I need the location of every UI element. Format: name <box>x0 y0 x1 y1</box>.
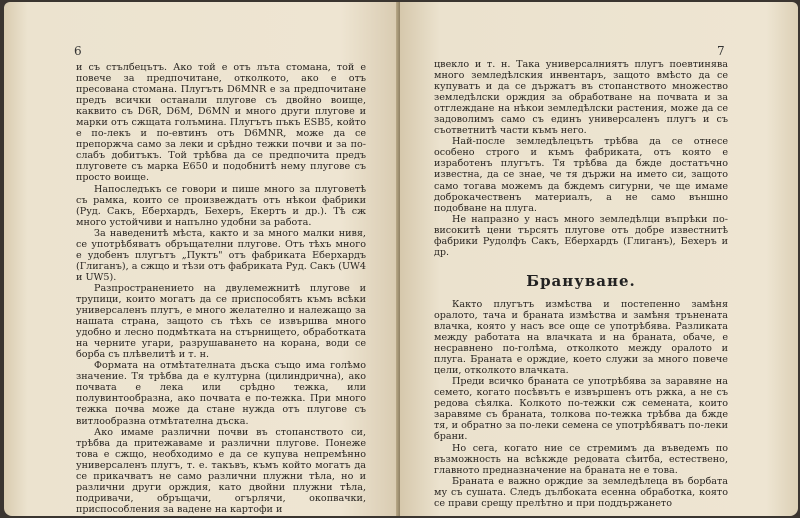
section-title: Брануване. <box>526 271 636 290</box>
open-book <box>4 2 798 516</box>
left-page-text <box>76 62 366 515</box>
left-page <box>4 2 400 516</box>
paragraph: Разпространението на двулемежнитѣ плугове и трупици, които могатъ да се приспособятъ къмъ всѣки универсаленъ плугъ, е много желателно и належащо за нашата страна, защото съ тѣхъ се извършва много удобно и лесно подмѣтката на стърнището, обработката на черните угари, разрушаването на корана, води се борба съ плѣвелитѣ и т. н. <box>76 282 366 361</box>
right-page <box>400 2 798 516</box>
paragraph: Най-после земледѣлецътъ трѣбва да се отнесе особено строго и къмъ фабриката, отъ която е изработенъ плугътъ. Тя трѣбва да бжде достатъчно известна, да се знае, че тя държи на името си, защото само тогава можемъ да бждемъ сигурни, че ще имаме доброкачественъ материалъ, а не само външно подобване на плуга. <box>434 136 728 214</box>
paragraph: цвекло и т. н. Така универсалниятъ плугъ поевтинява много земледѣлския инвентаръ, защото вмѣсто да се купуватъ и да се държатъ въ стопанството множество земледѣлски орждия за обработване на почвата и за отглеждане на нѣкои земледѣлски растения, може да се задоволимъ само съ единъ универсаленъ плугъ и съ съответнитѣ части къмъ него. <box>434 59 728 137</box>
paragraph: Браната е важно орждие за земледѣлеца въ борбата му съ сушата. Следъ дълбоката есенна обработка, която се прави срещу прелѣтно и при поддържането <box>434 475 728 509</box>
paragraph: Преди всичко браната се употрѣбява за заравяне на семето, когато посѣвътъ е извършенъ отъ ржка, а не съ редова сѣялка. Колкото по-тежки сж семената, които заравяме съ браната, толкова по-тежка трѣбва да бжде тя, и обратно за по-леки семена се употрѣбяватъ по-леки брани. <box>434 376 728 443</box>
paragraph: Формата на отмѣтателната дъска също има голѣмо значение. Тя трѣбва да е културна (цилиндрична), ако почвата е лека или срѣдно тежка, или полувинтообразна, ако почвата е по-тежка. При много тежка почва може да стане нужда отъ плугове съ витлообразна отмѣтателна дъска. <box>76 360 366 427</box>
paragraph: Ако имаме различни почви въ стопанството си, трѣбва да притежаваме и различни плугове. Понеже това е сжщо, необходимо е да се купува непремѣнно универсаленъ плугъ, т. е. такъвъ, къмъ който могатъ да се прикачватъ не само различни плужни тѣла, но и различни други орждия, като двойни плужни тѣла, подривачи, обръщачи, огърлячи, окопвачки, приспособления за вадене на картофи и <box>76 426 366 515</box>
paragraph: Но сега, когато ние се стремимъ да въведемъ по възможность на всѣкжде редовата сѣитба, естествено, главното предназначение на браната не е това. <box>434 442 728 476</box>
page-number-left: 6 <box>74 44 82 58</box>
paragraph: и съ стълбецътъ. Ако той е отъ лъта стомана, той е повече за предпочитане, отколкото, ако е отъ пресована стомана. Плугътъ D6MNR е за предпочитане предъ всички останали плугове съ двойно воище, каквито съ D6R, D6M, D6MN и много други плугове и марки отъ сжщата голъмина. Плугътъ пъкъ ESB5, който е по-лекъ и по-евтинъ отъ D6MNR, може да се препоржча само за леки и срѣдно тежки почви и за по-слабъ добитъкъ. Той трѣбва да се предпочита предъ плуговете съ марка E650 и подобнитѣ нему плугове съ просто воище. <box>76 62 366 184</box>
paragraph: За наведенитѣ мѣста, както и за много малки нивя, се употрѣбяватъ обръщателни плугове. Отъ тѣхъ много е удобенъ плугътъ „Пуктъ" отъ фабриката Еберхардъ (Глиганъ), а сжщо и тѣзи отъ фабриката Руд. Сакъ (UW4 и UW5). <box>76 227 366 283</box>
paragraph: Както плугътъ измѣства и постепенно замѣня оралото, тача и браната измѣства и замѣня трънената влачка, която у насъ все още се употрѣбява. Разликата между работата на влачката и на браната, обаче, е несравнено по-голѣма, отколкото между оралото и плуга. Браната е орждие, което служи за много повече цели, отколкото влачката. <box>434 298 728 377</box>
page-number-right: 7 <box>717 44 725 58</box>
paragraph: Не напразно у насъ много земледѣлци въпрѣки по-високитѣ цени търсятъ плугове отъ добре известнитѣ фабрики Рудолфъ Сакъ, Еберхардъ (Глиганъ), Бехеръ и др. <box>434 213 728 258</box>
paragraph: Напоследъкъ се говори и пише много за плуговетѣ съ рамка, които се произвеждатъ отъ нѣкои фабрики (Руд. Сакъ, Еберхардъ, Бехеръ, Екертъ и др.). Тѣ сж много устойчиви и напълно удобни за работа. <box>76 183 366 228</box>
right-page-text <box>434 59 728 509</box>
